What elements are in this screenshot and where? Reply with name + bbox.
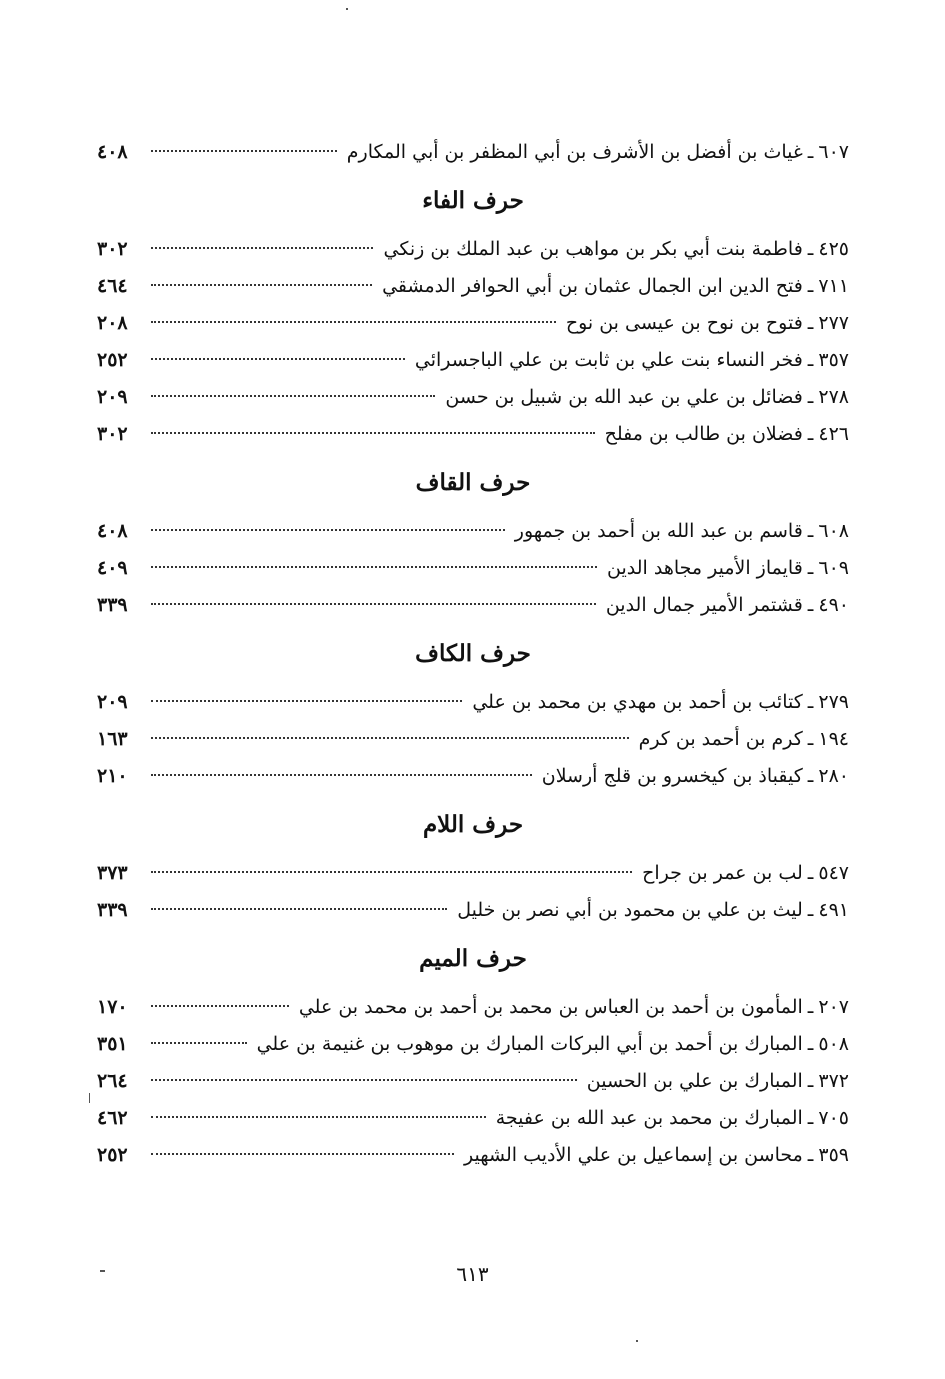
entry-number: ٥٠٨ <box>818 1033 849 1055</box>
index-entry <box>97 268 849 305</box>
scan-speck <box>100 1270 105 1272</box>
entry-number: ٦٠٨ <box>818 520 849 542</box>
entry-page-number: ٢٠٩ <box>97 691 128 713</box>
index-entry <box>97 134 849 171</box>
index-entry <box>97 231 849 268</box>
entry-name: المبارك بن محمد بن عبد الله بن عفيجة <box>495 1107 803 1129</box>
dot-leader <box>151 395 435 397</box>
entry-name: قاسم بن عبد الله بن أحمد بن جمهور <box>514 520 803 542</box>
entry-dash: ـ <box>807 728 814 750</box>
entry-name: المبارك بن علي بن الحسين <box>586 1070 803 1092</box>
entry-name: فضلان بن طالب بن مفلح <box>604 423 803 445</box>
index-entry <box>97 587 849 624</box>
entry-dash: ـ <box>807 275 814 297</box>
section-heading: حرف الفاء <box>422 187 524 214</box>
index-entry <box>97 721 849 758</box>
entry-page-number: ٢٦٤ <box>97 1070 128 1092</box>
entry-name: قشتمر الأمير جمال الدين <box>605 594 803 616</box>
entry-page-number: ٤٦٤ <box>97 275 128 297</box>
entry-number: ٣٥٧ <box>818 349 849 371</box>
entry-number: ٢٠٧ <box>818 996 849 1018</box>
entry-page-number: ٢٠٨ <box>97 312 128 334</box>
dot-leader <box>151 737 629 739</box>
entry-page-number: ٣٣٩ <box>97 594 128 616</box>
dot-leader <box>151 432 595 434</box>
entry-dash: ـ <box>807 349 814 371</box>
entry-number: ٤٢٦ <box>818 423 849 445</box>
dot-leader <box>151 284 372 286</box>
entry-page-number: ١٦٣ <box>97 728 128 750</box>
entry-name: فاطمة بنت أبي بكر بن مواهب بن عبد الملك بن زنكي <box>383 238 803 260</box>
dot-leader <box>151 908 447 910</box>
entry-number: ٢٨٠ <box>818 765 849 787</box>
entry-page-number: ٢١٠ <box>97 765 128 787</box>
entry-page-number: ٣٧٣ <box>97 862 128 884</box>
entry-name: فضائل بن علي بن عبد الله بن شبيل بن حسن <box>445 386 803 408</box>
entry-dash: ـ <box>807 1144 814 1166</box>
index-entry <box>97 379 849 416</box>
entry-name: المبارك بن أحمد بن أبي البركات المبارك بن موهوب بن غنيمة بن علي <box>256 1033 803 1055</box>
entry-page-number: ٣٥١ <box>97 1033 128 1055</box>
entry-dash: ـ <box>807 423 814 445</box>
entry-dash: ـ <box>807 1070 814 1092</box>
index-entry <box>97 855 849 892</box>
index-entry <box>97 416 849 453</box>
dot-leader <box>151 774 532 776</box>
page-number: ٦١٣ <box>456 1262 489 1286</box>
entry-dash: ـ <box>807 238 814 260</box>
entry-dash: ـ <box>807 141 814 163</box>
index-entry <box>97 1063 849 1100</box>
index-entry <box>97 1026 849 1063</box>
entry-number: ٤٢٥ <box>818 238 849 260</box>
dot-leader <box>151 358 405 360</box>
dot-leader <box>151 1116 486 1118</box>
entry-name: فتح الدين ابن الجمال عثمان بن أبي الحوافر الدمشقي <box>382 275 803 297</box>
index-entry <box>97 550 849 587</box>
entry-number: ٧١١ <box>818 275 849 297</box>
entry-name: فخر النساء بنت علي بن ثابت بن علي الباجسرائي <box>414 349 803 371</box>
section-heading: حرف القاف <box>415 469 531 496</box>
entry-number: ٦٠٩ <box>818 557 849 579</box>
entry-name: ليث بن علي بن محمود بن أبي نصر بن خليل <box>457 899 803 921</box>
dot-leader <box>151 529 505 531</box>
entry-page-number: ٣٠٢ <box>97 238 128 260</box>
entry-page-number: ٤٦٢ <box>97 1107 128 1129</box>
entry-page-number: ٤٠٨ <box>97 520 128 542</box>
dot-leader <box>151 871 632 873</box>
entry-dash: ـ <box>807 765 814 787</box>
entry-name: فتوح بن نوح بن عيسى بن نوح <box>565 312 803 334</box>
dot-leader <box>151 603 596 605</box>
entry-page-number: ٣٣٩ <box>97 899 128 921</box>
scan-speck <box>89 1093 90 1103</box>
entry-page-number: ٣٠٢ <box>97 423 128 445</box>
entry-number: ٢٧٨ <box>818 386 849 408</box>
entry-dash: ـ <box>807 312 814 334</box>
dot-leader <box>151 1079 577 1081</box>
entry-dash: ـ <box>807 594 814 616</box>
entry-dash: ـ <box>807 557 814 579</box>
index-entry <box>97 989 849 1026</box>
entry-name: كتائب بن أحمد بن مهدي بن محمد بن علي <box>472 691 803 713</box>
dot-leader <box>151 1153 454 1155</box>
dot-leader <box>151 1005 289 1007</box>
entry-number: ٣٥٩ <box>818 1144 849 1166</box>
dot-leader <box>151 1042 247 1044</box>
dot-leader <box>151 700 462 702</box>
entry-page-number: ١٧٠ <box>97 996 128 1018</box>
entry-number: ٢٧٧ <box>818 312 849 334</box>
entry-name: المأمون بن أحمد بن العباس بن محمد بن أحمد بن محمد بن علي <box>298 996 803 1018</box>
entry-dash: ـ <box>807 899 814 921</box>
index-entry <box>97 758 849 795</box>
entry-page-number: ٢٠٩ <box>97 386 128 408</box>
scan-speck <box>346 8 348 10</box>
entry-dash: ـ <box>807 1107 814 1129</box>
entry-number: ٤٩١ <box>818 899 849 921</box>
index-entry <box>97 684 849 721</box>
entry-dash: ـ <box>807 996 814 1018</box>
entry-page-number: ٢٥٢ <box>97 349 128 371</box>
section-heading: حرف الكاف <box>415 640 531 667</box>
entry-page-number: ٢٥٢ <box>97 1144 128 1166</box>
scan-speck <box>636 1340 638 1342</box>
dot-leader <box>151 247 373 249</box>
entry-number: ٢٧٩ <box>818 691 849 713</box>
entry-name: كرم بن أحمد بن كرم <box>638 728 803 750</box>
dot-leader <box>151 321 556 323</box>
index-entry <box>97 1137 849 1174</box>
entry-dash: ـ <box>807 862 814 884</box>
entry-name: كيقباذ بن كيخسرو بن قلج أرسلان <box>541 765 803 787</box>
index-entry <box>97 892 849 929</box>
section-heading: حرف اللام <box>422 811 524 838</box>
entry-dash: ـ <box>807 386 814 408</box>
entry-page-number: ٤٠٩ <box>97 557 128 579</box>
entry-dash: ـ <box>807 520 814 542</box>
index-list <box>97 134 849 1174</box>
dot-leader <box>151 150 337 152</box>
entry-number: ٤٩٠ <box>818 594 849 616</box>
dot-leader <box>151 566 597 568</box>
entry-page-number: ٤٠٨ <box>97 141 128 163</box>
section-heading: حرف الميم <box>419 945 527 972</box>
entry-name: غياث بن أفضل بن الأشرف بن أبي المظفر بن أبي المكارم <box>346 141 803 163</box>
index-entry <box>97 305 849 342</box>
entry-name: لب بن عمر بن جراح <box>642 862 803 884</box>
entry-dash: ـ <box>807 691 814 713</box>
entry-number: ٥٤٧ <box>818 862 849 884</box>
entry-number: ٧٠٥ <box>818 1107 849 1129</box>
entry-number: ١٩٤ <box>818 728 849 750</box>
index-entry <box>97 513 849 550</box>
entry-name: محاسن بن إسماعيل بن علي الأديب الشهير <box>464 1144 803 1166</box>
index-entry <box>97 1100 849 1137</box>
index-entry <box>97 342 849 379</box>
entry-number: ٣٧٢ <box>818 1070 849 1092</box>
entry-dash: ـ <box>807 1033 814 1055</box>
entry-name: قايماز الأمير مجاهد الدين <box>607 557 803 579</box>
entry-number: ٦٠٧ <box>818 141 849 163</box>
